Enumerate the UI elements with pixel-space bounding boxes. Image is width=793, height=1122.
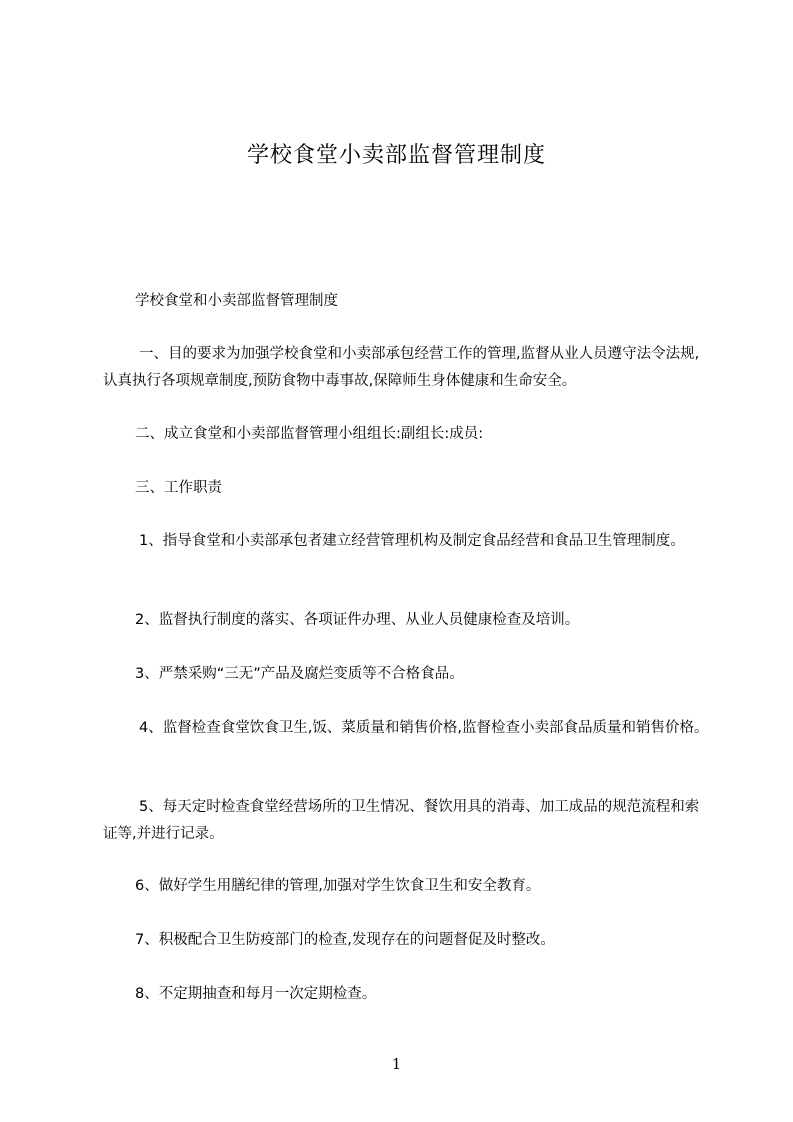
duty-item-5: 5、每天定时检查食堂经营场所的卫生情况、餐饮用具的消毒、加工成品的规范流程和索证等,并进行记录。 [103, 799, 700, 842]
duty-item-6: 6、做好学生用膳纪律的管理,加强对学生饮食卫生和安全教育。 [135, 878, 541, 894]
section-duties-heading: 三、工作职责 [135, 480, 222, 496]
page-number: 1 [391, 1055, 402, 1073]
intro-paragraph: 学校食堂和小卖部监督管理制度 [135, 293, 338, 309]
duty-item-1: 1、指导食堂和小卖部承包者建立经营管理机构及制定食品经营和食品卫生管理制度。 [139, 533, 685, 549]
section-purpose-paragraph: 一、目的要求为加强学校食堂和小卖部承包经营工作的管理,监督从业人员遵守法令法规,认真执行各项规章制度,预防食物中毒事故,保障师生身体健康和生命安全。 [103, 346, 700, 389]
duty-item-7: 7、积极配合卫生防疫部门的检查,发现存在的问题督促及时整改。 [135, 932, 555, 948]
duty-item-8: 8、不定期抽查和每月一次定期检查。 [135, 986, 377, 1002]
duty-item-3: 3、严禁采购“三无”产品及腐烂变质等不合格食品。 [135, 666, 464, 682]
duty-item-2: 2、监督执行制度的落实、各项证件办理、从业人员健康检查及培训。 [135, 612, 580, 628]
duty-item-4: 4、监督检查食堂饮食卫生,饭、菜质量和销售价格,监督检查小卖部食品质量和销售价格。 [139, 720, 709, 736]
section-team-paragraph: 二、成立食堂和小卖部监督管理小组组长:副组长:成员: [135, 426, 484, 442]
document-title: 学校食堂小卖部监督管理制度 [246, 143, 546, 168]
